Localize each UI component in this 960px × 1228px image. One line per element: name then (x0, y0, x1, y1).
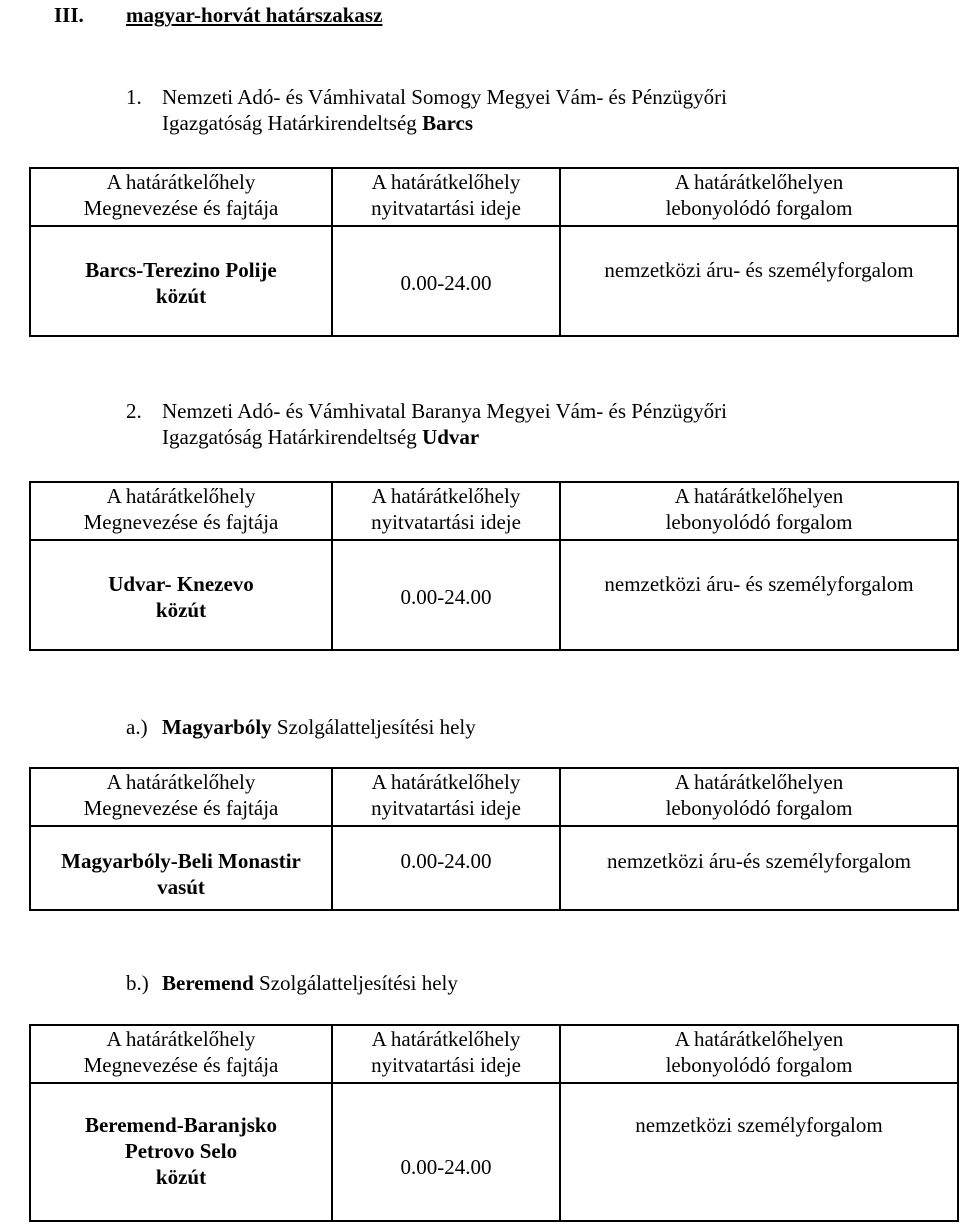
table-row (30, 226, 958, 336)
section-number: 2. (126, 399, 142, 423)
crossing-traffic: nemzetközi áru- és személyforgalom (560, 226, 958, 336)
crossing-hours: 0.00-24.00 (332, 1083, 560, 1221)
table-row (30, 1083, 958, 1221)
crossing-table-2 (29, 481, 959, 651)
page-title-text: magyar-horvát határszakasz (126, 3, 383, 27)
crossing-hours: 0.00-24.00 (332, 826, 560, 910)
section-office-name: Barcs (422, 111, 474, 135)
header-name-type: A határátkelőhely Megnevezése és fajtája (30, 1025, 332, 1083)
header-opening-hours: A határátkelőhely nyitvatartási ideje (332, 1025, 560, 1083)
header-name-type: A határátkelőhely Megnevezése és fajtája (30, 482, 332, 540)
table-header-row (30, 168, 958, 226)
crossing-name: Magyarbóly-Beli Monastir vasút (30, 826, 332, 910)
table-header-row (30, 1025, 958, 1083)
section-number: b.) (126, 971, 149, 995)
header-name-type: A határátkelőhely Megnevezése és fajtája (30, 768, 332, 826)
table-header-row (30, 768, 958, 826)
section-number: a.) (126, 715, 148, 739)
section-b-heading (126, 970, 458, 996)
page-title (54, 2, 382, 28)
section-number: 1. (126, 85, 142, 109)
crossing-table-1 (29, 167, 959, 337)
section-line1: Nemzeti Adó- és Vámhivatal Somogy Megyei Vám- és Pénzügyőri (162, 85, 727, 109)
crossing-traffic: nemzetközi áru-és személyforgalom (560, 826, 958, 910)
section-a-heading (126, 714, 476, 740)
crossing-table-4 (29, 1024, 959, 1222)
crossing-traffic: nemzetközi személyforgalom (560, 1083, 958, 1221)
header-traffic: A határátkelőhelyen lebonyolódó forgalom (560, 482, 958, 540)
header-opening-hours: A határátkelőhely nyitvatartási ideje (332, 482, 560, 540)
section-2-heading (126, 398, 727, 450)
table-row (30, 540, 958, 650)
crossing-name: Udvar- Knezevo közút (30, 540, 332, 650)
section-rest: Szolgálatteljesítési hely (271, 715, 476, 739)
header-traffic: A határátkelőhelyen lebonyolódó forgalom (560, 168, 958, 226)
section-office-name: Beremend (162, 971, 254, 995)
header-traffic: A határátkelőhelyen lebonyolódó forgalom (560, 768, 958, 826)
section-line2-prefix: Igazgatóság Határkirendeltség (162, 425, 423, 449)
crossing-hours: 0.00-24.00 (332, 226, 560, 336)
crossing-hours: 0.00-24.00 (332, 540, 560, 650)
header-traffic: A határátkelőhelyen lebonyolódó forgalom (560, 1025, 958, 1083)
header-opening-hours: A határátkelőhely nyitvatartási ideje (332, 768, 560, 826)
section-office-name: Udvar (422, 425, 480, 449)
table-row (30, 826, 958, 910)
section-line1: Nemzeti Adó- és Vámhivatal Baranya Megyei Vám- és Pénzügyőri (162, 399, 727, 423)
header-opening-hours: A határátkelőhely nyitvatartási ideje (332, 168, 560, 226)
crossing-name: Barcs-Terezino Polije közút (30, 226, 332, 336)
section-office-name: Magyarbóly (162, 715, 272, 739)
crossing-traffic: nemzetközi áru- és személyforgalom (560, 540, 958, 650)
crossing-name: Beremend-Baranjsko Petrovo Selo közút (30, 1083, 332, 1221)
header-name-type: A határátkelőhely Megnevezése és fajtája (30, 168, 332, 226)
section-line2-prefix: Igazgatóság Határkirendeltség (162, 111, 423, 135)
page-title-number: III. (54, 3, 84, 27)
table-header-row (30, 482, 958, 540)
section-rest: Szolgálatteljesítési hely (253, 971, 458, 995)
crossing-table-3 (29, 767, 959, 911)
section-1-heading (126, 84, 727, 136)
